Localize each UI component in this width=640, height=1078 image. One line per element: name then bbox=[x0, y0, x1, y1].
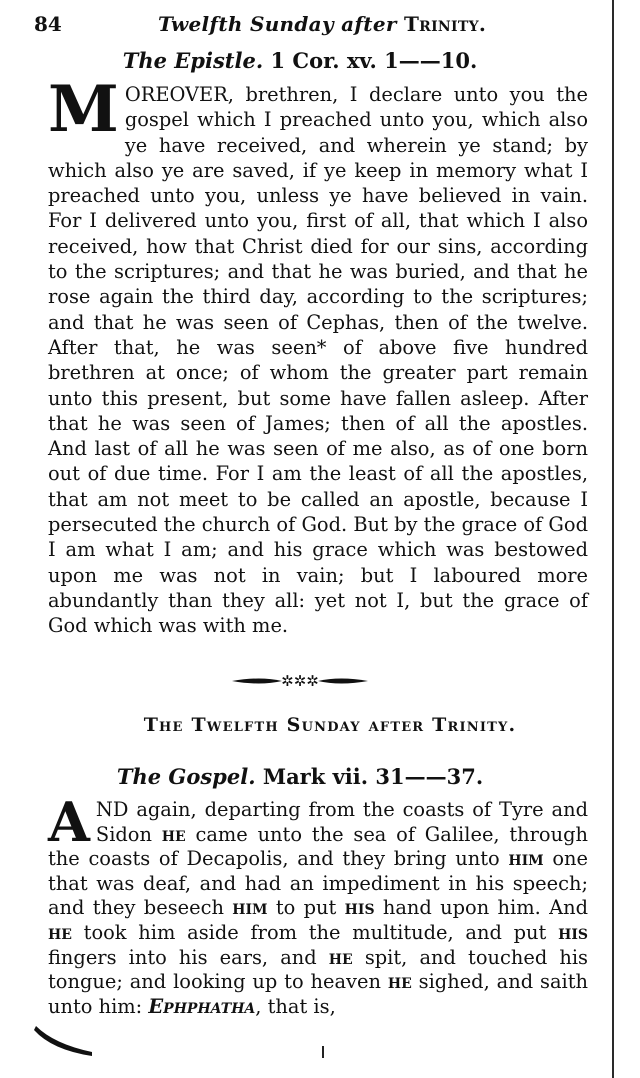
drop-cap-a: A bbox=[48, 790, 90, 854]
gospel-segment: ND again, departing from the coasts of Tyre and Sidon bbox=[95, 798, 588, 846]
gospel-segment: him bbox=[508, 847, 544, 871]
section-heading: The Twelfth Sunday after Trinity. bbox=[143, 714, 517, 736]
page-number: 84 bbox=[34, 12, 62, 36]
epistle-title bbox=[0, 48, 600, 73]
gospel-segment: he bbox=[48, 920, 72, 944]
gospel-reference: Mark vii. 31——37. bbox=[262, 764, 484, 789]
running-head bbox=[158, 12, 486, 36]
drop-cap-m: M bbox=[48, 72, 119, 147]
page-tick-mark bbox=[322, 1046, 324, 1058]
gospel-text bbox=[48, 790, 588, 1019]
running-head-caps: Trinity. bbox=[403, 12, 487, 36]
gospel-title bbox=[0, 764, 600, 789]
gospel-segment: Ephphatha bbox=[148, 994, 256, 1018]
running-head-italic: Twelfth Sunday after bbox=[158, 12, 397, 36]
gospel-segment: he bbox=[161, 822, 186, 846]
svg-text:✲✲✲: ✲✲✲ bbox=[281, 672, 319, 690]
page-edge-rule bbox=[612, 0, 614, 1078]
epistle-text bbox=[48, 72, 588, 639]
ink-flourish-icon bbox=[34, 1022, 94, 1062]
epistle-label: The Epistle. bbox=[122, 48, 264, 73]
gospel-segment: took him aside from the multitude, and put bbox=[71, 920, 559, 944]
gospel-segment: to put bbox=[267, 896, 345, 920]
gospel-segment: one that was deaf, and had an impediment in his speech; and they beseech bbox=[48, 847, 588, 920]
gospel-segment: hand upon him. And bbox=[374, 896, 588, 920]
gospel-segment: fingers into his ears, and bbox=[48, 945, 329, 969]
gospel-segment: his bbox=[344, 896, 375, 920]
gospel-segment: his bbox=[558, 920, 588, 944]
ornament-divider-icon bbox=[230, 670, 370, 692]
gospel-segment: he bbox=[328, 945, 353, 969]
gospel-segment: sighed, and saith unto him: bbox=[48, 970, 588, 1018]
gospel-segment: came unto the sea of Galilee, through the coasts of Decapolis, and they bring unto bbox=[48, 822, 588, 871]
gospel-body bbox=[48, 790, 588, 1018]
epistle-body: OREOVER, brethren, I declare unto you the gospel which I preached unto you, which also ye have received, and wherein ye stand; by which also ye are saved, if ye keep in memory what I preached unto you, unless ye have believed in vain. For I delivered unto you, first of all, that which I also received, how that Christ died for our sins, according to the scriptures; and that he was buried, and that he rose again the third day, according to the scriptures; and that he was seen of Cephas, then of the twelve. After that, he was seen* of above five hundred brethren at once; of whom the greater part remain unto this present, but some have fallen asleep. After that he was seen of James; then of all the apostles. And last of all he was seen of me also, as of one born out of due time. For I am the least of all the apostles, that am not meet to be called an apostle, because I persecuted the church of God. But by the grace of God I am what I am; and his grace which was bestowed upon me was not in vain; but I laboured more abundantly than they all: yet not I, but the grace of God which was with me. bbox=[48, 83, 588, 638]
epistle-reference: 1 Cor. xv. 1——10. bbox=[270, 48, 478, 73]
gospel-segment: , that is, bbox=[255, 994, 336, 1018]
page-header bbox=[0, 6, 600, 40]
gospel-segment: him bbox=[232, 896, 268, 920]
gospel-segment: he bbox=[387, 970, 412, 994]
gospel-segment: spit, and touched his tongue; and looking up to heaven bbox=[48, 945, 588, 994]
gospel-label: The Gospel. bbox=[116, 764, 256, 789]
